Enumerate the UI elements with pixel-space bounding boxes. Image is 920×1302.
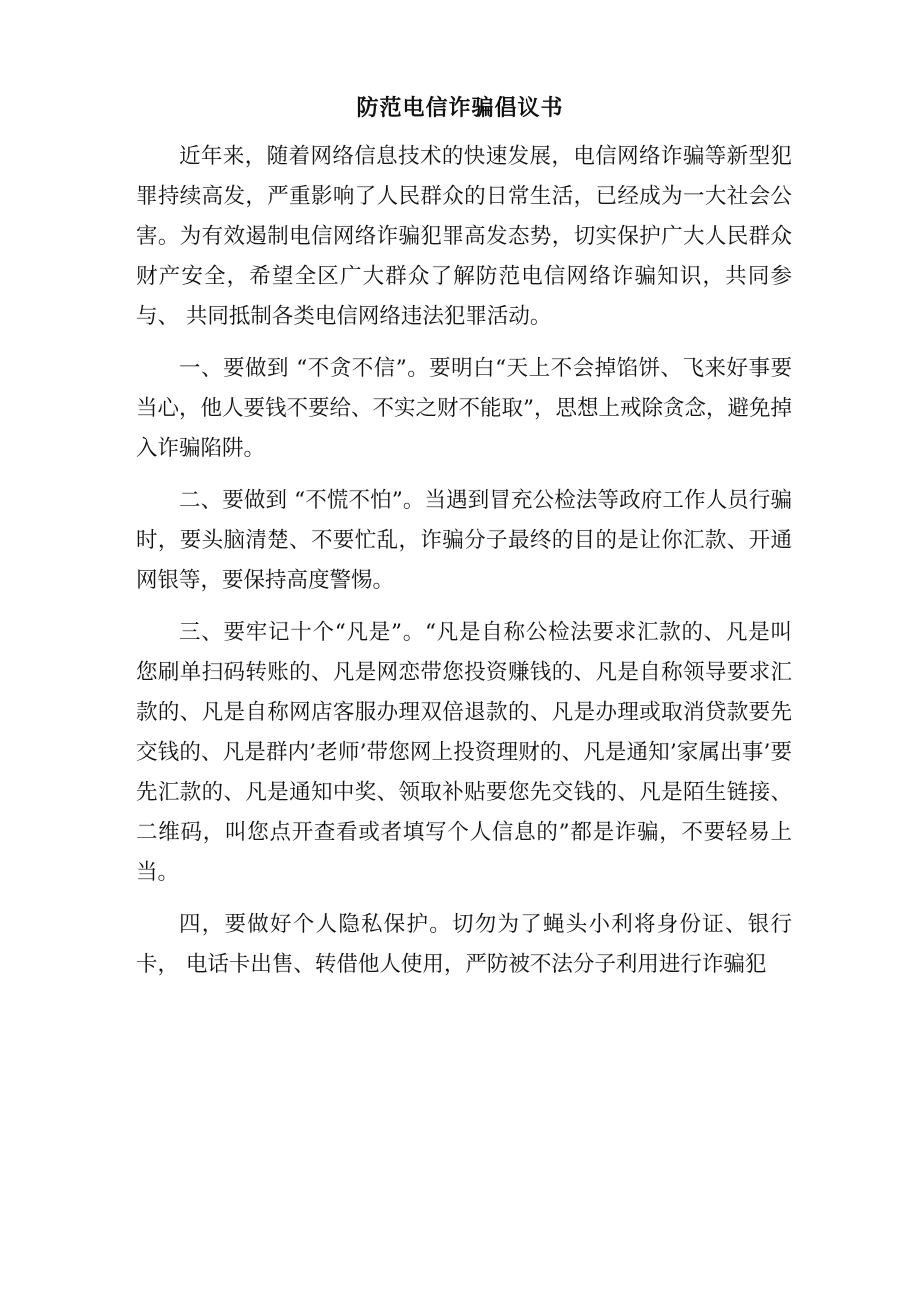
paragraph-point-1: 一、要做到 “不贪不信”。要明白“天上不会掉馅饼、飞来好事要当心，他人要钱不要给、不实之财不能取”，思想上戒除贪念，避免掉入诈骗陷阱。 (136, 356, 792, 461)
paragraph-intro: 近年来，随着网络信息技术的快速发展，电信网络诈骗等新型犯罪持续高发，严重影响了人民群众的日常生活，已经成为一大社会公害。为有效遏制电信网络诈骗犯罪高发态势，切实保护广大人民群众财产安全，希望全区广大群众了解防范电信网络诈骗知识，共同参与、 共同抵制各类电信网络违法犯罪活动。 (136, 144, 792, 329)
paragraph-point-4: 四，要做好个人隐私保护。切勿为了蝇头小利将身份证、银行卡， 电话卡出售、转借他人使用，严防被不法分子利用进行诈骗犯 (136, 912, 792, 977)
paragraph-point-2: 二、要做到 “不慌不怕”。当遇到冒充公检法等政府工作人员行骗时，要头脑清楚、不要忙乱，诈骗分子最终的目的是让你汇款、开通网银等，要保持高度警惕。 (136, 488, 792, 593)
paragraph-point-3: 三、要牢记十个“凡是”。“凡是自称公检法要求汇款的、凡是叫您刷单扫码转账的、凡是网恋带您投资赚钱的、凡是自称领导要求汇款的、凡是自称网店客服办理双倍退款的、凡是办理或取消贷款要先交钱的、凡是群内’老师’带您网上投资理财的、凡是通知’家属出事’要先汇款的、凡是通知中奖、领取补贴要您先交钱的、凡是陌生链接、二维码，叫您点开查看或者填写个人信息的”都是诈骗，不要轻易上当。 (136, 620, 792, 885)
document-body (136, 137, 792, 997)
document-title: 防范电信诈骗倡议书 (356, 95, 564, 121)
